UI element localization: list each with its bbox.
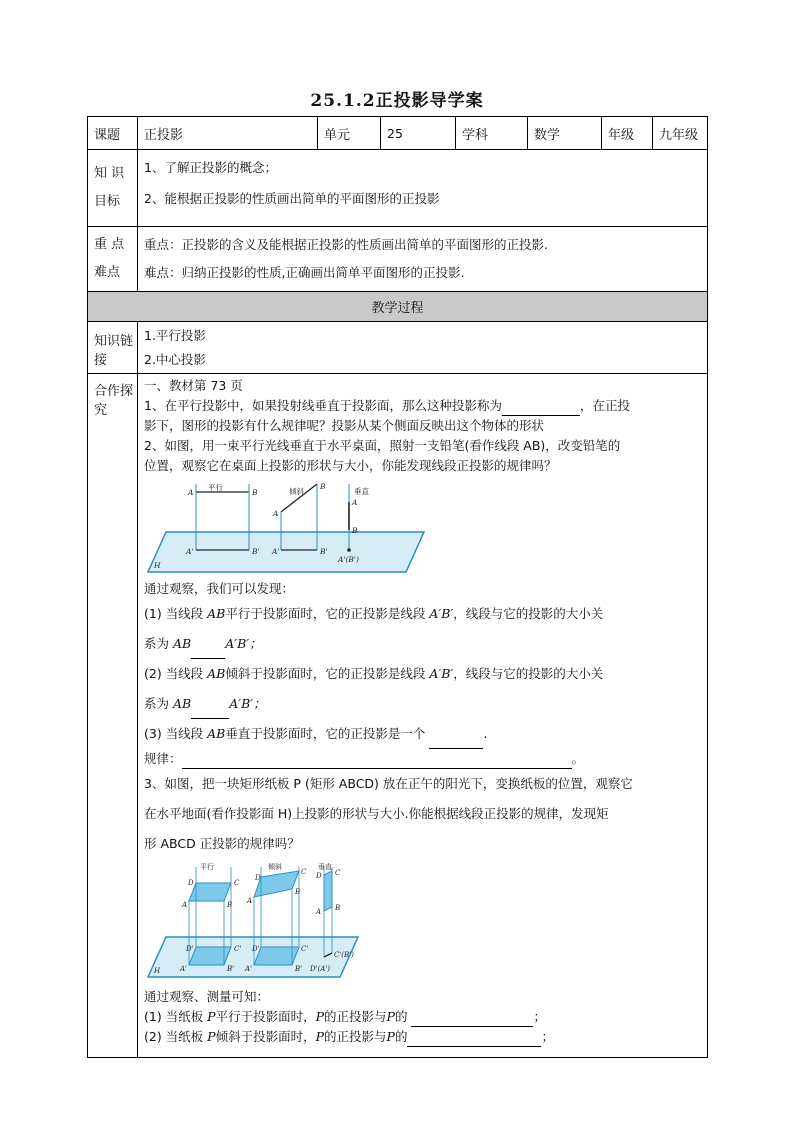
measure-intro: 通过观察、测量可知： bbox=[144, 989, 270, 1004]
math: A′B′； bbox=[229, 696, 266, 711]
answer-blank[interactable] bbox=[429, 734, 483, 749]
keypoints-content bbox=[138, 227, 708, 292]
text: (3) 当线段 bbox=[144, 726, 208, 741]
text: 平行于投影面时，它的正投影是线段 bbox=[225, 606, 430, 621]
text: 垂直于投影面时，它的正投影是一个 bbox=[225, 726, 430, 741]
text: 。 bbox=[571, 751, 585, 766]
lesson-table bbox=[87, 116, 708, 1058]
math: AB bbox=[172, 636, 192, 651]
label-B: B bbox=[227, 901, 233, 909]
observation-1 bbox=[144, 599, 707, 659]
label-B1: B' bbox=[227, 965, 235, 973]
explore-row bbox=[88, 374, 708, 1058]
label-H: H bbox=[154, 561, 161, 570]
text: (2) 当纸板 bbox=[144, 1029, 208, 1044]
unit-key: 单元 bbox=[318, 117, 381, 150]
law-line bbox=[144, 749, 707, 769]
label-C: C bbox=[234, 879, 240, 887]
label-C1: C' bbox=[301, 945, 309, 953]
question-2-line-2: 位置，观察它在桌面上投影的形状与大小，你能发现线段正投影的规律吗？ bbox=[144, 458, 557, 473]
objective-item: 1、了解正投影的概念； bbox=[144, 160, 277, 175]
math: P bbox=[207, 1009, 216, 1024]
text: 系为 bbox=[144, 636, 173, 651]
answer-blank[interactable] bbox=[411, 1012, 533, 1027]
question-3-line-3: 形 ABCD 正投影的规律吗？ bbox=[144, 836, 300, 851]
topic-key: 课题 bbox=[88, 117, 138, 150]
label-DA1: D'(A') bbox=[310, 965, 330, 973]
explore-content bbox=[138, 374, 708, 1058]
label-B: B bbox=[320, 482, 326, 491]
label-D: D bbox=[316, 872, 322, 880]
label-B1: B' bbox=[320, 547, 328, 556]
observation-3 bbox=[144, 719, 707, 749]
process-header: 教学过程 bbox=[88, 292, 708, 322]
label-A: A bbox=[352, 498, 358, 507]
label-D: D bbox=[188, 879, 194, 887]
process-header-row bbox=[88, 292, 708, 322]
observation-2 bbox=[144, 659, 707, 719]
text: (1) 当线段 bbox=[144, 606, 208, 621]
question-3-line-2: 在水平地面(看作投影面 H)上投影的形状与大小.你能根据线段正投影的规律，发现矩 bbox=[144, 806, 609, 821]
text: 规律： bbox=[144, 751, 182, 766]
answer-blank[interactable] bbox=[502, 401, 580, 416]
objectives-label bbox=[88, 150, 138, 227]
measure-1 bbox=[144, 1007, 707, 1027]
text: ，线段与它的投影的大小关 bbox=[453, 606, 604, 621]
keypoints-label-1: 重 点 bbox=[94, 237, 125, 252]
keypoints-label bbox=[88, 227, 138, 292]
text: ，在正投 bbox=[579, 398, 630, 413]
label-A1: A' bbox=[272, 547, 280, 556]
links-row bbox=[88, 322, 708, 374]
answer-blank[interactable] bbox=[191, 644, 225, 659]
grade-key: 年级 bbox=[602, 117, 653, 150]
question-1-line-2: 影下，图形的投影有什么规律呢？投影从某个侧面反映出这个物体的形状 bbox=[144, 418, 545, 433]
label-A: A bbox=[247, 897, 253, 905]
observation-intro: 通过观察，我们可以发现： bbox=[144, 581, 295, 596]
objectives-content bbox=[138, 150, 708, 227]
header-row bbox=[88, 117, 708, 150]
label-A: A bbox=[316, 908, 322, 916]
label-parallel: 平行 bbox=[208, 483, 223, 492]
page-title: 25.1.2正投影导学案 bbox=[310, 91, 484, 111]
topic-value: 正投影 bbox=[138, 117, 318, 150]
rectangle-projection-figure bbox=[144, 863, 359, 981]
text: 倾斜于投影面时，它的正投影是线段 bbox=[225, 666, 430, 681]
links-content bbox=[138, 322, 708, 374]
text: 1、在平行投影中，如果投射线垂直于投影面，那么这种投影称为 bbox=[144, 398, 502, 413]
segment-projection-figure bbox=[144, 482, 429, 577]
label-vertical: 垂直 bbox=[354, 487, 369, 496]
question-3-line-1: 3、如图，把一块矩形纸板 P (矩形 ABCD) 放在正午的阳光下，变换纸板的位置，观察它 bbox=[144, 776, 633, 791]
difficult-point: 难点：归纳正投影的性质,正确画出简单平面图形的正投影. bbox=[144, 265, 465, 280]
answer-blank[interactable] bbox=[407, 1032, 541, 1047]
label-AB1: A'(B') bbox=[338, 555, 359, 564]
label-A1: A' bbox=[245, 965, 252, 973]
label-C1: C' bbox=[234, 945, 242, 953]
label-B: B bbox=[352, 526, 358, 535]
label-A1: A' bbox=[186, 547, 194, 556]
label-A: A bbox=[182, 901, 188, 909]
label-CB1: C'(B') bbox=[334, 951, 354, 959]
key-point: 重点：正投影的含义及能根据正投影的性质画出简单的平面图形的正投影. bbox=[144, 237, 548, 252]
text: (1) 当纸板 bbox=[144, 1009, 208, 1024]
grade-value: 九年级 bbox=[653, 117, 708, 150]
math: P bbox=[315, 1029, 325, 1044]
link-item: 1.平行投影 bbox=[144, 328, 206, 343]
math: P bbox=[386, 1009, 395, 1024]
label-D: D bbox=[255, 874, 261, 882]
text: ； bbox=[541, 1029, 554, 1044]
text: . bbox=[483, 726, 488, 741]
unit-value: 25 bbox=[381, 117, 456, 150]
text: 的正投影与 bbox=[324, 1009, 387, 1024]
keypoints-label-2: 难点 bbox=[94, 265, 121, 280]
link-item: 2.中心投影 bbox=[144, 352, 206, 367]
label-B1: B' bbox=[252, 547, 260, 556]
text: ； bbox=[533, 1009, 546, 1024]
label-D1: D' bbox=[186, 945, 194, 953]
question-1-line-1 bbox=[144, 396, 707, 416]
objective-item: 2、能根据正投影的性质画出简单的平面图形的正投影 bbox=[144, 191, 440, 206]
label-parallel: 平行 bbox=[200, 863, 214, 871]
label-tilted: 倾斜 bbox=[268, 863, 282, 871]
math: AB bbox=[207, 666, 226, 681]
links-label: 知识链接 bbox=[88, 322, 138, 374]
objectives-label-1: 知 识 bbox=[94, 166, 125, 181]
math: P bbox=[315, 1009, 325, 1024]
label-A1: A' bbox=[180, 965, 187, 973]
math: A′B′ bbox=[429, 606, 454, 621]
measure-2 bbox=[144, 1027, 707, 1047]
text: 的 bbox=[394, 1009, 412, 1024]
label-tilted: 倾斜 bbox=[289, 487, 304, 496]
label-B: B bbox=[295, 888, 301, 896]
label-vertical: 垂直 bbox=[318, 863, 332, 871]
explore-label: 合作探究 bbox=[88, 374, 138, 1058]
label-C: C bbox=[301, 868, 307, 876]
text: 的正投影与 bbox=[324, 1029, 387, 1044]
math: P bbox=[207, 1029, 216, 1044]
math: A′B′； bbox=[225, 636, 262, 651]
label-C: C bbox=[335, 869, 341, 877]
subject-value: 数学 bbox=[528, 117, 602, 150]
label-H: H bbox=[154, 967, 161, 975]
answer-blank[interactable] bbox=[191, 704, 229, 719]
text: (2) 当线段 bbox=[144, 666, 208, 681]
label-D1: D' bbox=[252, 945, 260, 953]
keypoints-row bbox=[88, 227, 708, 292]
math: AB bbox=[172, 696, 192, 711]
text: 系为 bbox=[144, 696, 173, 711]
question-2-line-1: 2、如图，用一束平行光线垂直于水平桌面，照射一支铅笔(看作线段 AB)，改变铅笔的 bbox=[144, 438, 621, 453]
text: ，线段与它的投影的大小关 bbox=[453, 666, 604, 681]
objectives-label-2: 目标 bbox=[94, 194, 121, 209]
label-B: B bbox=[335, 904, 341, 912]
math: AB bbox=[207, 726, 226, 741]
label-A: A bbox=[273, 509, 279, 518]
label-B1: B' bbox=[295, 965, 303, 973]
objectives-row bbox=[88, 150, 708, 227]
section-title: 一、教材第 73 页 bbox=[144, 378, 243, 393]
text: 倾斜于投影面时， bbox=[215, 1029, 316, 1044]
law-blank[interactable] bbox=[182, 754, 572, 769]
text: 平行于投影面时， bbox=[215, 1009, 316, 1024]
question-3 bbox=[144, 769, 707, 859]
math: P bbox=[386, 1029, 395, 1044]
text: 的 bbox=[394, 1029, 408, 1044]
math: AB bbox=[207, 606, 226, 621]
math: A′B′ bbox=[429, 666, 454, 681]
label-B: B bbox=[252, 488, 258, 497]
label-A: A bbox=[188, 488, 194, 497]
subject-key: 学科 bbox=[456, 117, 528, 150]
